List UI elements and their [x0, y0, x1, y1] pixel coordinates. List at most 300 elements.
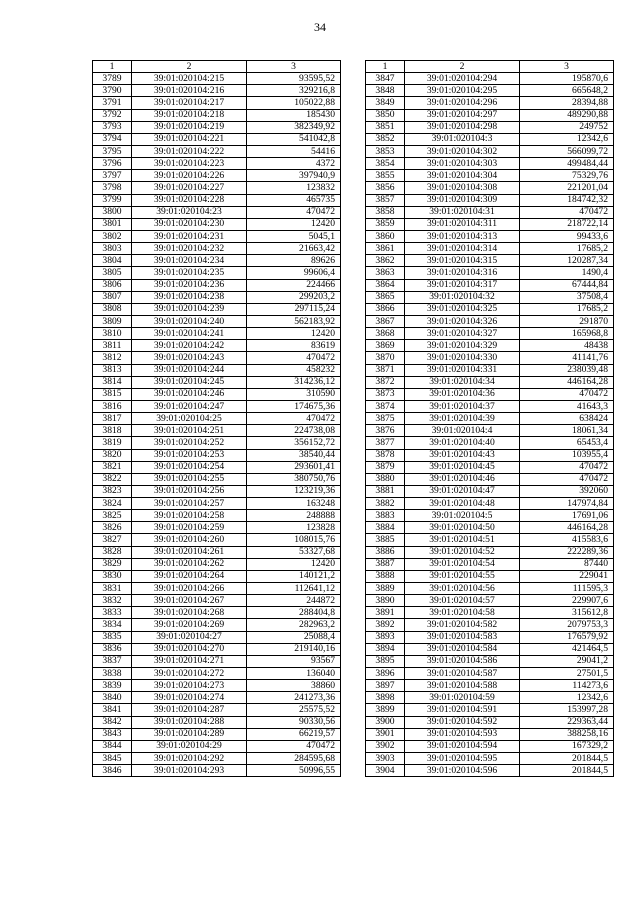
table-row — [93, 291, 341, 303]
value-cell: 185430 — [247, 109, 341, 121]
cadastral-number-cell: 39:01:020104:221 — [132, 133, 247, 145]
row-number-cell: 3819 — [93, 437, 132, 449]
table-row — [366, 255, 614, 267]
row-number-cell: 3855 — [366, 170, 405, 182]
table-row — [93, 97, 341, 109]
value-cell: 310590 — [247, 388, 341, 400]
table-row — [93, 376, 341, 388]
table-row — [366, 85, 614, 97]
row-number-cell: 3831 — [93, 583, 132, 595]
value-cell: 17685,2 — [520, 243, 614, 255]
table-row — [93, 461, 341, 473]
table-row — [93, 364, 341, 376]
table-row — [366, 413, 614, 425]
value-cell: 163248 — [247, 498, 341, 510]
value-cell: 638424 — [520, 413, 614, 425]
value-cell: 566099,72 — [520, 145, 614, 157]
row-number-cell: 3834 — [93, 619, 132, 631]
cadastral-number-cell: 39:01:020104:3 — [405, 133, 520, 145]
table-row — [93, 109, 341, 121]
cadastral-number-cell: 39:01:020104:231 — [132, 230, 247, 242]
table-row — [366, 583, 614, 595]
table-row — [366, 315, 614, 327]
cadastral-number-cell: 39:01:020104:240 — [132, 315, 247, 327]
row-number-cell: 3827 — [93, 534, 132, 546]
cadastral-number-cell: 39:01:020104:303 — [405, 158, 520, 170]
cadastral-number-cell: 39:01:020104:218 — [132, 109, 247, 121]
table-row — [93, 182, 341, 194]
value-cell: 299203,2 — [247, 291, 341, 303]
cadastral-number-cell: 39:01:020104:230 — [132, 218, 247, 230]
value-cell: 99606,4 — [247, 267, 341, 279]
row-number-cell: 3824 — [93, 498, 132, 510]
table-row — [366, 206, 614, 218]
row-number-cell: 3853 — [366, 145, 405, 157]
cadastral-number-cell: 39:01:020104:222 — [132, 145, 247, 157]
value-cell: 562183,92 — [247, 315, 341, 327]
table-row — [366, 194, 614, 206]
table-row — [366, 364, 614, 376]
table-row — [93, 121, 341, 133]
value-cell: 470472 — [520, 473, 614, 485]
value-cell: 184742,32 — [520, 194, 614, 206]
cadastral-number-cell: 39:01:020104:298 — [405, 121, 520, 133]
table-row — [366, 303, 614, 315]
value-cell: 12342,6 — [520, 692, 614, 704]
row-number-cell: 3803 — [93, 243, 132, 255]
cadastral-number-cell: 39:01:020104:592 — [405, 716, 520, 728]
value-cell: 147974,84 — [520, 498, 614, 510]
table-row — [93, 692, 341, 704]
row-number-cell: 3897 — [366, 680, 405, 692]
table-row — [366, 73, 614, 85]
cadastral-number-cell: 39:01:020104:258 — [132, 510, 247, 522]
cadastral-number-cell: 39:01:020104:272 — [132, 668, 247, 680]
cadastral-number-cell: 39:01:020104:264 — [132, 570, 247, 582]
cadastral-number-cell: 39:01:020104:270 — [132, 643, 247, 655]
row-number-cell: 3896 — [366, 668, 405, 680]
cadastral-number-cell: 39:01:020104:215 — [132, 73, 247, 85]
row-number-cell: 3830 — [93, 570, 132, 582]
table-row — [93, 510, 341, 522]
value-cell: 1490,4 — [520, 267, 614, 279]
table-row — [366, 510, 614, 522]
cadastral-number-cell: 39:01:020104:244 — [132, 364, 247, 376]
value-cell: 53327,68 — [247, 546, 341, 558]
cadastral-number-cell: 39:01:020104:313 — [405, 230, 520, 242]
row-number-cell: 3793 — [93, 121, 132, 133]
row-number-cell: 3833 — [93, 607, 132, 619]
value-cell: 17691,06 — [520, 510, 614, 522]
cadastral-number-cell: 39:01:020104:257 — [132, 498, 247, 510]
value-cell: 219140,16 — [247, 643, 341, 655]
value-cell: 123828 — [247, 522, 341, 534]
row-number-cell: 3863 — [366, 267, 405, 279]
table-row — [93, 437, 341, 449]
value-cell: 248888 — [247, 510, 341, 522]
value-cell: 12420 — [247, 218, 341, 230]
row-number-cell: 3883 — [366, 510, 405, 522]
value-cell: 123832 — [247, 182, 341, 194]
table-row — [366, 352, 614, 364]
cadastral-number-cell: 39:01:020104:227 — [132, 182, 247, 194]
table-row — [366, 243, 614, 255]
value-cell: 12420 — [247, 328, 341, 340]
value-cell: 458232 — [247, 364, 341, 376]
value-cell: 421464,5 — [520, 643, 614, 655]
cadastral-number-cell: 39:01:020104:295 — [405, 85, 520, 97]
table-row — [366, 643, 614, 655]
value-cell: 446164,28 — [520, 522, 614, 534]
table-row — [93, 668, 341, 680]
table-row — [93, 400, 341, 412]
row-number-cell: 3845 — [93, 753, 132, 765]
table-row — [93, 680, 341, 692]
value-cell: 25088,4 — [247, 631, 341, 643]
table-row — [93, 498, 341, 510]
value-cell: 21663,42 — [247, 243, 341, 255]
row-number-cell: 3890 — [366, 595, 405, 607]
table-row — [366, 668, 614, 680]
row-number-cell: 3838 — [93, 668, 132, 680]
cadastral-number-cell: 39:01:020104:58 — [405, 607, 520, 619]
table-row — [366, 522, 614, 534]
value-cell: 224466 — [247, 279, 341, 291]
cadastral-number-cell: 39:01:020104:304 — [405, 170, 520, 182]
row-number-cell: 3875 — [366, 413, 405, 425]
row-number-cell: 3800 — [93, 206, 132, 218]
cadastral-number-cell: 39:01:020104:297 — [405, 109, 520, 121]
row-number-cell: 3794 — [93, 133, 132, 145]
cadastral-number-cell: 39:01:020104:57 — [405, 595, 520, 607]
cadastral-number-cell: 39:01:020104:588 — [405, 680, 520, 692]
cadastral-number-cell: 39:01:020104:242 — [132, 340, 247, 352]
table-row — [93, 449, 341, 461]
row-number-cell: 3835 — [93, 631, 132, 643]
cadastral-number-cell: 39:01:020104:45 — [405, 461, 520, 473]
value-cell: 123219,36 — [247, 485, 341, 497]
value-cell: 5045,1 — [247, 230, 341, 242]
table-row — [366, 158, 614, 170]
value-cell: 120287,34 — [520, 255, 614, 267]
table-row — [366, 170, 614, 182]
value-cell: 470472 — [520, 388, 614, 400]
row-number-cell: 3865 — [366, 291, 405, 303]
row-number-cell: 3850 — [366, 109, 405, 121]
table-row — [366, 680, 614, 692]
row-number-cell: 3814 — [93, 376, 132, 388]
table-row — [366, 728, 614, 740]
cadastral-number-cell: 39:01:020104:235 — [132, 267, 247, 279]
table-row — [93, 194, 341, 206]
table-row — [366, 328, 614, 340]
row-number-cell: 3812 — [93, 352, 132, 364]
value-cell: 4372 — [247, 158, 341, 170]
row-number-cell: 3790 — [93, 85, 132, 97]
value-cell: 2079753,3 — [520, 619, 614, 631]
table-row — [366, 716, 614, 728]
table-row — [366, 400, 614, 412]
cadastral-number-cell: 39:01:020104:594 — [405, 740, 520, 752]
value-cell: 87440 — [520, 558, 614, 570]
cadastral-number-cell: 39:01:020104:294 — [405, 73, 520, 85]
row-number-cell: 3867 — [366, 315, 405, 327]
cadastral-number-cell: 39:01:020104:329 — [405, 340, 520, 352]
cadastral-number-cell: 39:01:020104:327 — [405, 328, 520, 340]
cadastral-number-cell: 39:01:020104:23 — [132, 206, 247, 218]
row-number-cell: 3860 — [366, 230, 405, 242]
table-row — [93, 85, 341, 97]
row-number-cell: 3892 — [366, 619, 405, 631]
row-number-cell: 3900 — [366, 716, 405, 728]
table-row — [93, 388, 341, 400]
row-number-cell: 3797 — [93, 170, 132, 182]
row-number-cell: 3879 — [366, 461, 405, 473]
cadastral-number-cell: 39:01:020104:292 — [132, 753, 247, 765]
row-number-cell: 3806 — [93, 279, 132, 291]
table-row — [93, 255, 341, 267]
row-number-cell: 3841 — [93, 704, 132, 716]
table-row — [93, 753, 341, 765]
cadastral-number-cell: 39:01:020104:268 — [132, 607, 247, 619]
row-number-cell: 3878 — [366, 449, 405, 461]
row-number-cell: 3876 — [366, 425, 405, 437]
table-row — [366, 485, 614, 497]
cadastral-number-cell: 39:01:020104:261 — [132, 546, 247, 558]
table-row — [366, 182, 614, 194]
cadastral-number-cell: 39:01:020104:226 — [132, 170, 247, 182]
value-cell: 153997,28 — [520, 704, 614, 716]
table-row — [93, 352, 341, 364]
value-cell: 222289,36 — [520, 546, 614, 558]
cadastral-number-cell: 39:01:020104:228 — [132, 194, 247, 206]
header-col-3: 3 — [247, 61, 341, 73]
table-row — [366, 376, 614, 388]
row-number-cell: 3882 — [366, 498, 405, 510]
cadastral-number-cell: 39:01:020104:262 — [132, 558, 247, 570]
cadastral-number-cell: 39:01:020104:596 — [405, 765, 520, 777]
row-number-cell: 3881 — [366, 485, 405, 497]
row-number-cell: 3796 — [93, 158, 132, 170]
row-number-cell: 3808 — [93, 303, 132, 315]
cadastral-number-cell: 39:01:020104:238 — [132, 291, 247, 303]
cadastral-number-cell: 39:01:020104:591 — [405, 704, 520, 716]
value-cell: 465735 — [247, 194, 341, 206]
value-cell: 297115,24 — [247, 303, 341, 315]
row-number-cell: 3799 — [93, 194, 132, 206]
cadastral-number-cell: 39:01:020104:39 — [405, 413, 520, 425]
cadastral-number-cell: 39:01:020104:40 — [405, 437, 520, 449]
value-cell: 470472 — [247, 740, 341, 752]
row-number-cell: 3889 — [366, 583, 405, 595]
value-cell: 18061,34 — [520, 425, 614, 437]
row-number-cell: 3904 — [366, 765, 405, 777]
value-cell: 282963,2 — [247, 619, 341, 631]
cadastral-number-cell: 39:01:020104:54 — [405, 558, 520, 570]
row-number-cell: 3870 — [366, 352, 405, 364]
table-row — [93, 413, 341, 425]
value-cell: 48438 — [520, 340, 614, 352]
value-cell: 380750,76 — [247, 473, 341, 485]
table-row — [93, 534, 341, 546]
table-row — [366, 218, 614, 230]
table-row — [366, 546, 614, 558]
cadastral-number-cell: 39:01:020104:584 — [405, 643, 520, 655]
table-row — [366, 230, 614, 242]
header-col-3: 3 — [520, 61, 614, 73]
table-row — [93, 583, 341, 595]
value-cell: 136040 — [247, 668, 341, 680]
cadastral-number-cell: 39:01:020104:31 — [405, 206, 520, 218]
table-row — [93, 328, 341, 340]
table-row — [93, 267, 341, 279]
table-row — [366, 704, 614, 716]
row-number-cell: 3861 — [366, 243, 405, 255]
value-cell: 90330,56 — [247, 716, 341, 728]
cadastral-number-cell: 39:01:020104:251 — [132, 425, 247, 437]
row-number-cell: 3857 — [366, 194, 405, 206]
row-number-cell: 3837 — [93, 655, 132, 667]
value-cell: 17685,2 — [520, 303, 614, 315]
value-cell: 167329,2 — [520, 740, 614, 752]
page-number: 34 — [314, 20, 326, 34]
row-number-cell: 3864 — [366, 279, 405, 291]
cadastral-number-cell: 39:01:020104:236 — [132, 279, 247, 291]
table-row — [366, 437, 614, 449]
value-cell: 229041 — [520, 570, 614, 582]
table-row — [93, 704, 341, 716]
row-number-cell: 3813 — [93, 364, 132, 376]
table-row — [93, 73, 341, 85]
value-cell: 201844,5 — [520, 765, 614, 777]
row-number-cell: 3851 — [366, 121, 405, 133]
cadastral-number-cell: 39:01:020104:239 — [132, 303, 247, 315]
cadastral-number-cell: 39:01:020104:316 — [405, 267, 520, 279]
row-number-cell: 3898 — [366, 692, 405, 704]
cadastral-number-cell: 39:01:020104:309 — [405, 194, 520, 206]
value-cell: 499484,44 — [520, 158, 614, 170]
row-number-cell: 3868 — [366, 328, 405, 340]
cadastral-number-cell: 39:01:020104:27 — [132, 631, 247, 643]
value-cell: 388258,16 — [520, 728, 614, 740]
cadastral-number-cell: 39:01:020104:216 — [132, 85, 247, 97]
value-cell: 470472 — [520, 206, 614, 218]
cadastral-number-cell: 39:01:020104:266 — [132, 583, 247, 595]
value-cell: 93567 — [247, 655, 341, 667]
cadastral-number-cell: 39:01:020104:247 — [132, 400, 247, 412]
header-col-2: 2 — [132, 61, 247, 73]
value-cell: 241273,36 — [247, 692, 341, 704]
value-cell: 176579,92 — [520, 631, 614, 643]
value-cell: 229363,44 — [520, 716, 614, 728]
value-cell: 392060 — [520, 485, 614, 497]
table-row — [93, 716, 341, 728]
row-number-cell: 3804 — [93, 255, 132, 267]
value-cell: 28394,88 — [520, 97, 614, 109]
table-row — [93, 158, 341, 170]
row-number-cell: 3854 — [366, 158, 405, 170]
value-cell: 38540,44 — [247, 449, 341, 461]
table-row — [366, 267, 614, 279]
table-row — [366, 631, 614, 643]
table-row — [366, 607, 614, 619]
table-row — [366, 279, 614, 291]
cadastral-number-cell: 39:01:020104:253 — [132, 449, 247, 461]
row-number-cell: 3811 — [93, 340, 132, 352]
cadastral-number-cell: 39:01:020104:34 — [405, 376, 520, 388]
table-row — [93, 315, 341, 327]
row-number-cell: 3886 — [366, 546, 405, 558]
table-row — [93, 570, 341, 582]
cadastral-number-cell: 39:01:020104:289 — [132, 728, 247, 740]
row-number-cell: 3902 — [366, 740, 405, 752]
table-row — [366, 498, 614, 510]
table-row — [93, 595, 341, 607]
value-cell: 174675,36 — [247, 400, 341, 412]
cadastral-number-cell: 39:01:020104:25 — [132, 413, 247, 425]
table-row — [93, 279, 341, 291]
value-cell: 25575,52 — [247, 704, 341, 716]
row-number-cell: 3801 — [93, 218, 132, 230]
row-number-cell: 3842 — [93, 716, 132, 728]
cadastral-number-cell: 39:01:020104:302 — [405, 145, 520, 157]
value-cell: 99433,6 — [520, 230, 614, 242]
land-plots-table-right — [365, 60, 614, 777]
value-cell: 291870 — [520, 315, 614, 327]
table-row — [366, 655, 614, 667]
cadastral-number-cell: 39:01:020104:36 — [405, 388, 520, 400]
value-cell: 541042,8 — [247, 133, 341, 145]
value-cell: 665648,2 — [520, 85, 614, 97]
value-cell: 315612,8 — [520, 607, 614, 619]
cadastral-number-cell: 39:01:020104:243 — [132, 352, 247, 364]
table-row — [93, 546, 341, 558]
value-cell: 37508,4 — [520, 291, 614, 303]
row-number-cell: 3899 — [366, 704, 405, 716]
cadastral-number-cell: 39:01:020104:288 — [132, 716, 247, 728]
table-row — [366, 291, 614, 303]
cadastral-number-cell: 39:01:020104:223 — [132, 158, 247, 170]
table-row — [93, 619, 341, 631]
cadastral-number-cell: 39:01:020104:29 — [132, 740, 247, 752]
cadastral-number-cell: 39:01:020104:583 — [405, 631, 520, 643]
row-number-cell: 3832 — [93, 595, 132, 607]
cadastral-number-cell: 39:01:020104:55 — [405, 570, 520, 582]
table-row — [366, 753, 614, 765]
cadastral-number-cell: 39:01:020104:59 — [405, 692, 520, 704]
value-cell: 75329,76 — [520, 170, 614, 182]
value-cell: 12342,6 — [520, 133, 614, 145]
table-row — [93, 170, 341, 182]
table-row — [366, 109, 614, 121]
value-cell: 221201,04 — [520, 182, 614, 194]
value-cell: 470472 — [520, 461, 614, 473]
cadastral-number-cell: 39:01:020104:273 — [132, 680, 247, 692]
value-cell: 93595,52 — [247, 73, 341, 85]
cadastral-number-cell: 39:01:020104:593 — [405, 728, 520, 740]
table-row — [93, 133, 341, 145]
cadastral-number-cell: 39:01:020104:217 — [132, 97, 247, 109]
cadastral-number-cell: 39:01:020104:326 — [405, 315, 520, 327]
cadastral-number-cell: 39:01:020104:32 — [405, 291, 520, 303]
row-number-cell: 3884 — [366, 522, 405, 534]
value-cell: 41141,76 — [520, 352, 614, 364]
cadastral-number-cell: 39:01:020104:259 — [132, 522, 247, 534]
cadastral-number-cell: 39:01:020104:586 — [405, 655, 520, 667]
cadastral-number-cell: 39:01:020104:5 — [405, 510, 520, 522]
value-cell: 288404,8 — [247, 607, 341, 619]
row-number-cell: 3885 — [366, 534, 405, 546]
